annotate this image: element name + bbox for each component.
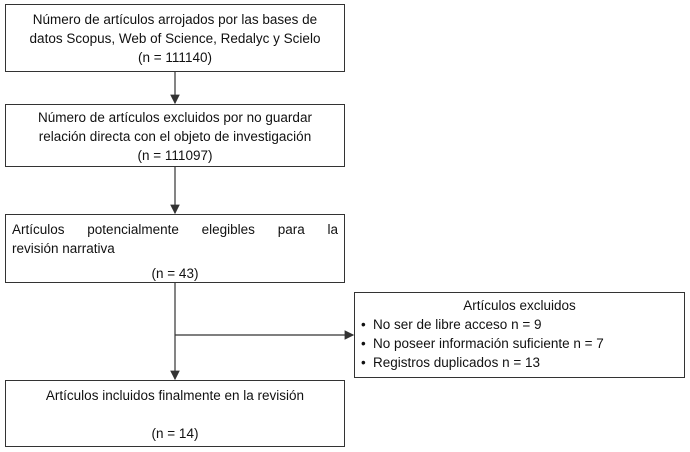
excluded-reasons-list <box>361 315 678 372</box>
excluded-articles-box <box>354 292 685 378</box>
eligible-line-2: revisión narrativa <box>12 241 115 256</box>
excluded-unrelated-line-2: relación directa con el objeto de investigación <box>38 129 312 144</box>
identified-count: (n = 111140) <box>138 50 212 65</box>
excluded-title: Artículos excluidos <box>463 298 576 313</box>
eligible-line-1: Artículos potencialmente elegibles para la <box>12 222 338 237</box>
eligible-count: (n = 43) <box>151 266 199 281</box>
excluded-unrelated-box <box>5 104 345 167</box>
identified-line-2: datos Scopus, Web of Science, Redalyc y Scielo <box>29 31 321 46</box>
eligible-box <box>5 214 345 283</box>
included-line-1: Artículos incluidos finalmente en la revisión <box>45 388 305 403</box>
excluded-unrelated-count: (n = 111097) <box>137 148 213 163</box>
excluded-reason-item: • No poseer información suficiente n = 7 <box>361 336 604 351</box>
identified-line-1: Número de artículos arrojados por las bases de <box>32 12 318 27</box>
bullet-icon: • <box>361 355 366 370</box>
excluded-reason-item: • No ser de libre acceso n = 9 <box>361 317 542 332</box>
identified-records-box <box>5 4 345 72</box>
included-count: (n = 14) <box>151 426 199 441</box>
excluded-reason-item: • Registros duplicados n = 13 <box>361 355 540 370</box>
bullet-icon: • <box>361 317 366 332</box>
excluded-unrelated-line-1: Número de artículos excluidos por no guardar <box>38 110 312 125</box>
bullet-icon: • <box>361 336 366 351</box>
included-box <box>5 380 345 447</box>
